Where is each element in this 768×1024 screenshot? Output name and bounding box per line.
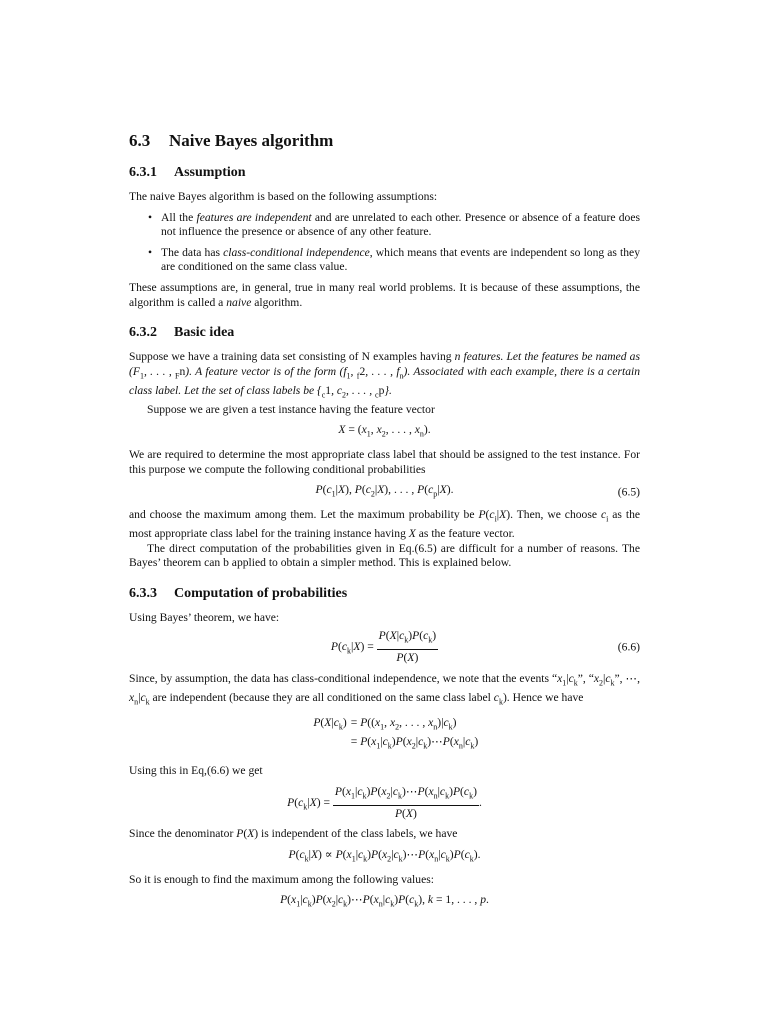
equation-number: (6.5) [617, 485, 640, 499]
basic-idea-paragraph: We are required to determine the most appropriate class label that should be assigned to the test instance. For this purpose we compute the following conditional probabilities [129, 448, 640, 476]
subsection-number: 6.3.2 [129, 325, 157, 341]
assumption-list [129, 211, 640, 275]
basic-idea-paragraph: Suppose we have a training data set consisting of N examples having n features. Let the features be named as ($F_1$, . . . , $_F$n). A feature vector is of the form ($f_1$, $_f$2, . . . , $f_n$). Associated with each example, there is a certain class label. Let the set of class labels be {$_c1$, $c_2$, . . . , $_c$p}. [129, 350, 641, 399]
subsection-heading-basic-idea [129, 324, 640, 342]
posterior-equation: $P(c_k|X)$ = $\frac{P(x_1|c_k)P(x_2|c_k)\cdots P(x_n|c_k)P(c_k)}{P(X)}$ . [287, 784, 482, 820]
feature-vector-equation: $X = (x_1$, $x_2$, . . . , $x_n$). [338, 423, 431, 439]
subsection-title: Basic idea [174, 325, 235, 341]
computation-paragraph: Using this in Eq,(6.6) we get [129, 764, 263, 778]
proportional-equation: $P(c_k|X)$ ∝ $P(x_1|c_k)P(x_2|c_k)\cdots P(x_n|c_k)P(c_k)$. [288, 847, 481, 864]
subsection-heading-computation [129, 585, 640, 603]
computation-paragraph: Using Bayes’ theorem, we have: [129, 610, 280, 624]
independence-derivation: $P(X|c_k)$ = $P((x_1$, $x_2$, . . . , $x_n)|c_k$) = $P(x_1|c_k)P(x_2|c_k)\cdots P(x_n|c_k)$ [313, 715, 479, 750]
final-equation: $P(x_1|c_k)P(x_2|c_k)\cdots P(x_n|c_k)P(c_k)$, k = 1, . . . , p. [280, 893, 489, 909]
computation-paragraph: Since the denominator P(X) is independent of the class labels, we have [129, 827, 458, 841]
assumption-closing: These assumptions are, in general, true in many real world problems. It is because of these assumptions, the algorithm is called a naive algorithm. [129, 280, 640, 309]
basic-idea-paragraph: The direct computation of the probabilities given in Eq.(6.5) are difficult for a number of reasons. The Bayes’ theorem can b applied to obtain a simpler method. This is explained below. [129, 541, 640, 570]
section-title: Naive Bayes algorithm [169, 131, 334, 150]
list-item: • The data has class-conditional independence, which means that events are independent so long as they are conditioned on the same class value. [161, 246, 640, 275]
assumption-intro: The naive Bayes algorithm is based on the following assumptions: [129, 190, 438, 203]
list-item: • All the features are independent and are unrelated to each other. Presence or absence of a feature does not influence the presence or absence of any other feature. [161, 211, 640, 240]
subsection-title: Computation of probabilities [174, 585, 348, 601]
equation-6-6: $P(c_k|X)$ = $\frac{P(X|c_k)P(c_k)}{P(X)}$ (6.6) [330, 629, 640, 665]
computation-paragraph: Since, by assumption, the data has class-conditional independence, we note that the events “$x_1|c_k$”, “$x_2|c_k$”, ⋯, $x_n|c_k$ are independent (because they are all conditioned on the same class label $c_k$). Hence we have [129, 671, 641, 707]
basic-idea-paragraph: Suppose we are given a test instance having the feature vector [147, 402, 435, 416]
equation-6-5: $P(c_1|X)$, $P(c_2|X)$, . . . , $P(c_p|X)$. (6.5) [315, 483, 640, 499]
document-page [129, 130, 640, 918]
section-number: 6.3 [129, 131, 151, 150]
equation-number: (6.6) [617, 640, 640, 654]
computation-paragraph: So it is enough to find the maximum among the following values: [129, 872, 434, 886]
section-heading [129, 130, 640, 152]
subsection-title: Assumption [174, 165, 246, 180]
basic-idea-paragraph: and choose the maximum among them. Let the maximum probability be $P(c_i|X)$. Then, we choose $c_i$ as the most appropriate class label for the training instance having X as the feature vector. [129, 508, 641, 541]
subsection-number: 6.3.3 [129, 585, 157, 601]
subsection-number: 6.3.1 [129, 165, 157, 180]
fraction: $\frac{P(X|c_k)P(c_k)}{P(X)}$ [378, 629, 437, 665]
subsection-heading-assumption [129, 164, 640, 182]
fraction: $\frac{P(x_1|c_k)P(x_2|c_k)\cdots P(x_n|c_k)P(c_k)}{P(X)}$ [334, 784, 477, 820]
